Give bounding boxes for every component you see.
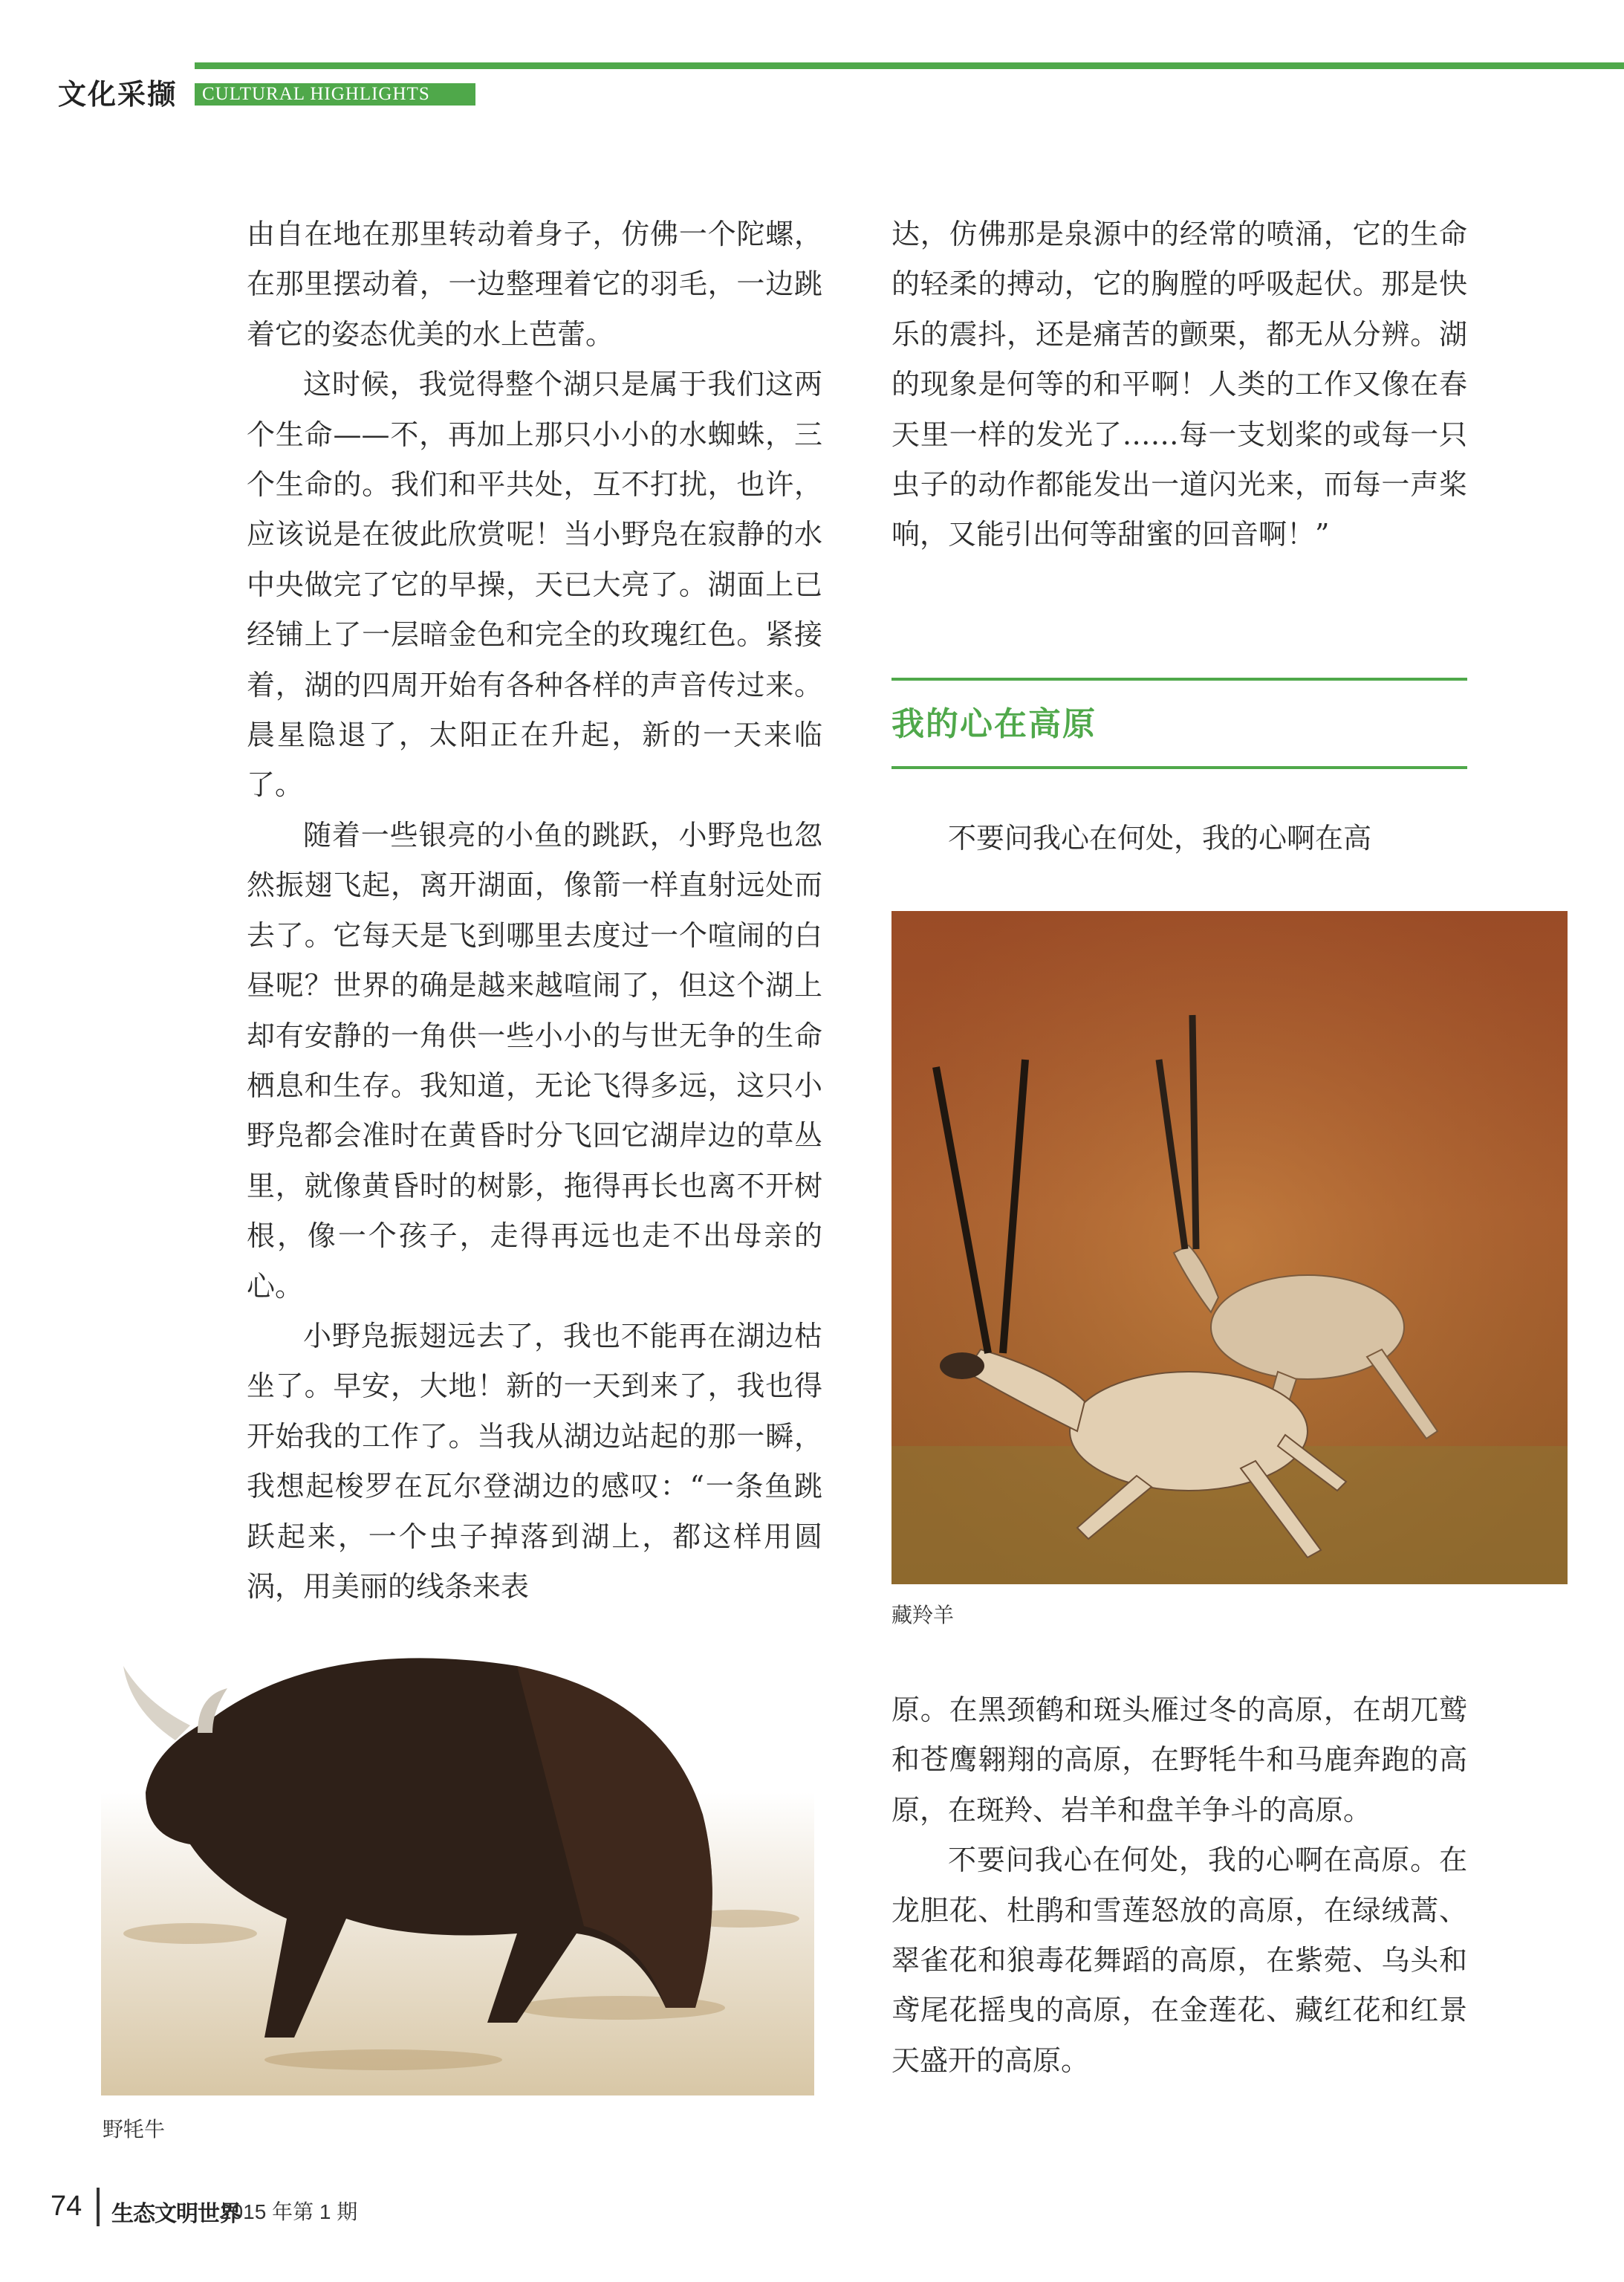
- section-tag: CULTURAL HIGHLIGHTS: [195, 83, 475, 106]
- antelope-caption: 藏羚羊: [891, 1603, 955, 1627]
- paragraph: 原。在黑颈鹤和斑头雁过冬的高原，在胡兀鹫和苍鹰翱翔的高原，在野牦牛和马鹿奔跑的高原，在斑羚、岩羊和盘羊争斗的高原。: [891, 1693, 1467, 1826]
- paragraph: 不要问我心在何处，我的心啊在高: [948, 822, 1372, 855]
- yak-photo: [101, 1621, 814, 2095]
- section-name: 文化采撷: [58, 78, 178, 111]
- paragraph: 由自在地在那里转动着身子，仿佛一个陀螺，在那里摆动着，一边整理着它的羽毛，一边跳着它的姿态优美的水上芭蕾。: [247, 218, 822, 351]
- footer-divider: [97, 2188, 100, 2226]
- paragraph: 达，仿佛那是泉源中的经常的喷涌，它的生命的轻柔的搏动，它的胸膛的呼吸起伏。那是快乐的震抖，还是痛苦的颤栗，都无从分辨。湖的现象是何等的和平啊！人类的工作又像在春天里一样的发光了……每一支划桨的或每一只虫子的动作都能发出一道闪光来，而每一声桨响，又能引出何等甜蜜的回音啊！”: [891, 218, 1467, 551]
- header-rule: [195, 62, 1624, 69]
- right-column-intro: [891, 814, 1467, 863]
- paragraph: 这时候，我觉得整个湖只是属于我们这两个生命——不，再加上那只小小的水蜘蛛，三个生命的。我们和平共处，互不打扰，也许，应该说是在彼此欣赏呢！当小野凫在寂静的水中央做完了它的早操，天已大亮了。湖面上已经铺上了一层暗金色和完全的玫瑰红色。紧接着，湖的四周开始有各种各样的声音传过来。晨星隐退了，太阳正在升起，新的一天来临了。: [247, 368, 822, 802]
- antelope-photo: [891, 911, 1568, 1584]
- right-column-bottom: [891, 1685, 1467, 2086]
- magazine-name: 生态文明世界: [111, 2201, 241, 2227]
- right-column-top: [891, 210, 1467, 560]
- subhead-rule-bottom: [891, 766, 1467, 769]
- subheading: 我的心在高原: [891, 705, 1097, 743]
- paragraph: 随着一些银亮的小鱼的跳跃，小野凫也忽然振翅飞起，离开湖面，像箭一样直射远处而去了。它每天是飞到哪里去度过一个喧闹的白昼呢？世界的确是越来越喧闹了，但这个湖上却有安静的一角供一些小小的与世无争的生命栖息和生存。我知道，无论飞得多远，这只小野凫都会准时在黄昏时分飞回它湖岸边的草丛里，就像黄昏时的树影，拖得再长也离不开树根，像一个孩子，走得再远也走不出母亲的心。: [247, 818, 822, 1303]
- left-column: [247, 210, 822, 1612]
- subhead-rule-top: [891, 678, 1467, 681]
- paragraph: 小野凫振翅远去了，我也不能再在湖边枯坐了。早安，大地！新的一天到来了，我也得开始我的工作了。当我从湖边站起的那一瞬，我想起梭罗在瓦尔登湖边的感叹：“一条鱼跳跃起来，一个虫子掉落到湖上，都这样用圆涡，用美丽的线条来表: [247, 1319, 822, 1603]
- yak-caption: 野牦牛: [103, 2117, 166, 2142]
- page-number: 74: [51, 2191, 82, 2222]
- paragraph: 不要问我心在何处，我的心啊在高原。在龙胆花、杜鹃和雪莲怒放的高原，在绿绒蒿、翠雀花和狼毒花舞蹈的高原，在紫菀、乌头和鸢尾花摇曳的高原，在金莲花、藏红花和红景天盛开的高原。: [891, 1844, 1467, 2077]
- issue-label: 2015 年第 1 期: [220, 2200, 358, 2223]
